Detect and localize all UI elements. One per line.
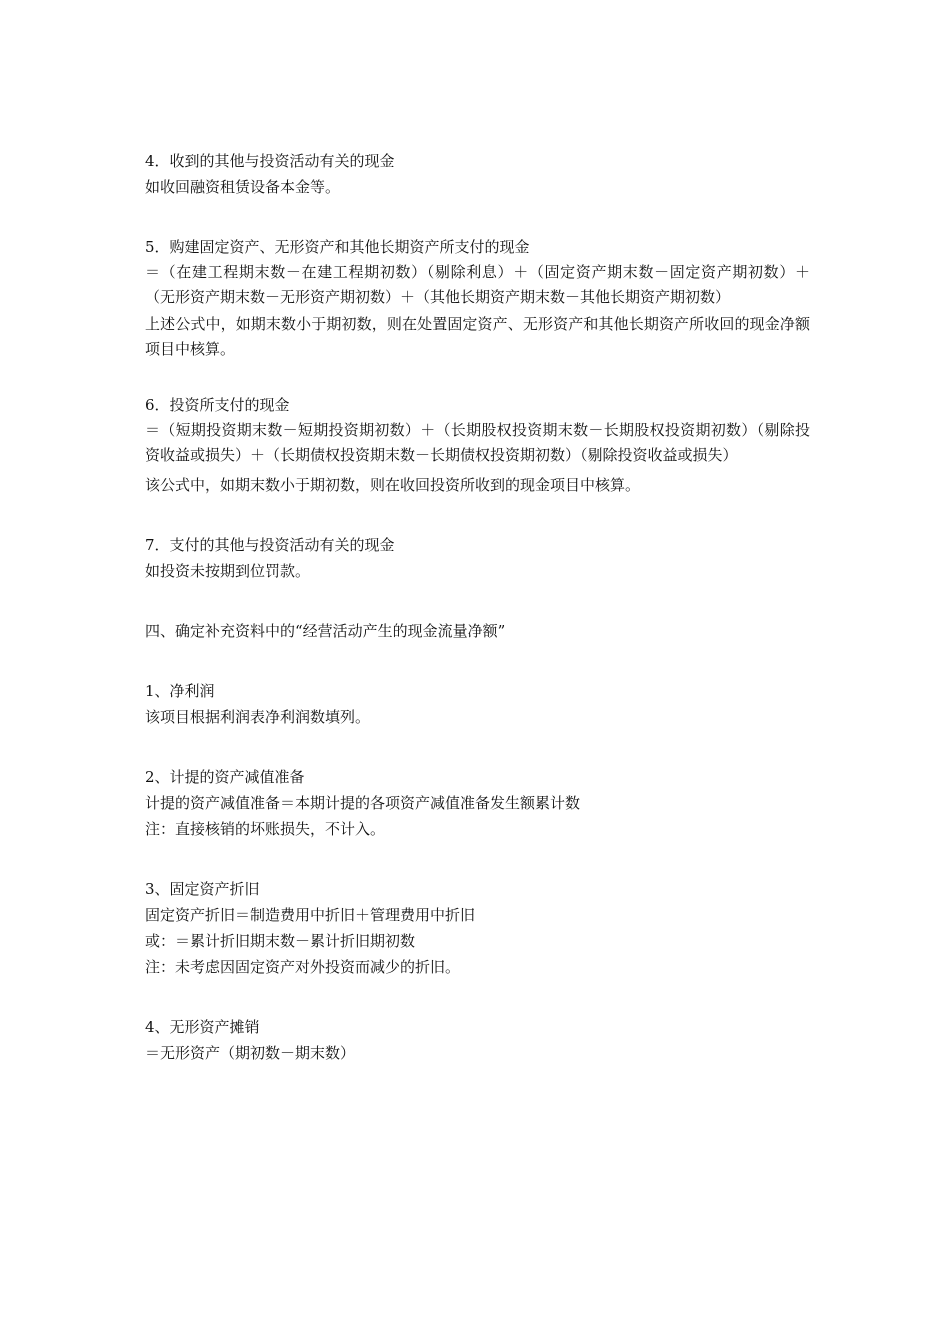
section-6-heading: 6．投资所支付的现金 bbox=[145, 396, 290, 414]
section-4-heading: 4．收到的其他与投资活动有关的现金 bbox=[145, 152, 395, 170]
item-4-body: ＝无形资产（期初数－期末数） bbox=[145, 1044, 356, 1062]
item-2-body: 计提的资产减值准备＝本期计提的各项资产减值准备发生额累计数 bbox=[145, 794, 581, 812]
section-5-note: 上述公式中，如期末数小于期初数，则在处置固定资产、无形资产和其他长期资产所收回的现金净额项目中核算。 bbox=[145, 315, 810, 358]
section-4-body: 如收回融资租赁设备本金等。 bbox=[145, 178, 341, 196]
section-6-note: 该公式中，如期末数小于期初数，则在收回投资所收到的现金项目中核算。 bbox=[145, 476, 641, 494]
section-5-formula: ＝（在建工程期末数－在建工程期初数）（剔除利息）＋（固定资产期末数－固定资产期初数）＋（无形资产期末数－无形资产期初数）＋（其他长期资产期末数－其他长期资产期初数） bbox=[145, 263, 810, 306]
item-3-alt: 或：＝累计折旧期末数－累计折旧期初数 bbox=[145, 932, 416, 950]
item-4-heading: 4、无形资产摊销 bbox=[145, 1018, 260, 1036]
item-1-body: 该项目根据利润表净利润数填列。 bbox=[145, 708, 371, 726]
section-5-heading: 5．购建固定资产、无形资产和其他长期资产所支付的现金 bbox=[145, 238, 530, 256]
document-page bbox=[145, 148, 810, 1066]
item-3-body: 固定资产折旧＝制造费用中折旧＋管理费用中折旧 bbox=[145, 906, 476, 924]
section-7-heading: 7．支付的其他与投资活动有关的现金 bbox=[145, 536, 395, 554]
item-2-heading: 2、计提的资产减值准备 bbox=[145, 768, 305, 786]
item-3-note: 注：未考虑因固定资产对外投资而减少的折旧。 bbox=[145, 958, 461, 976]
section-6-formula: ＝（短期投资期末数－短期投资期初数）＋（长期股权投资期末数－长期股权投资期初数）（剔除投资收益或损失）＋（长期债权投资期末数－长期债权投资期初数）（剔除投资收益或损失） bbox=[145, 421, 810, 464]
section-7-body: 如投资未按期到位罚款。 bbox=[145, 562, 311, 580]
part-4-heading: 四、确定补充资料中的“经营活动产生的现金流量净额” bbox=[145, 622, 506, 640]
item-2-note: 注：直接核销的坏账损失，不计入。 bbox=[145, 820, 386, 838]
item-1-heading: 1、净利润 bbox=[145, 682, 215, 700]
item-3-heading: 3、固定资产折旧 bbox=[145, 880, 260, 898]
